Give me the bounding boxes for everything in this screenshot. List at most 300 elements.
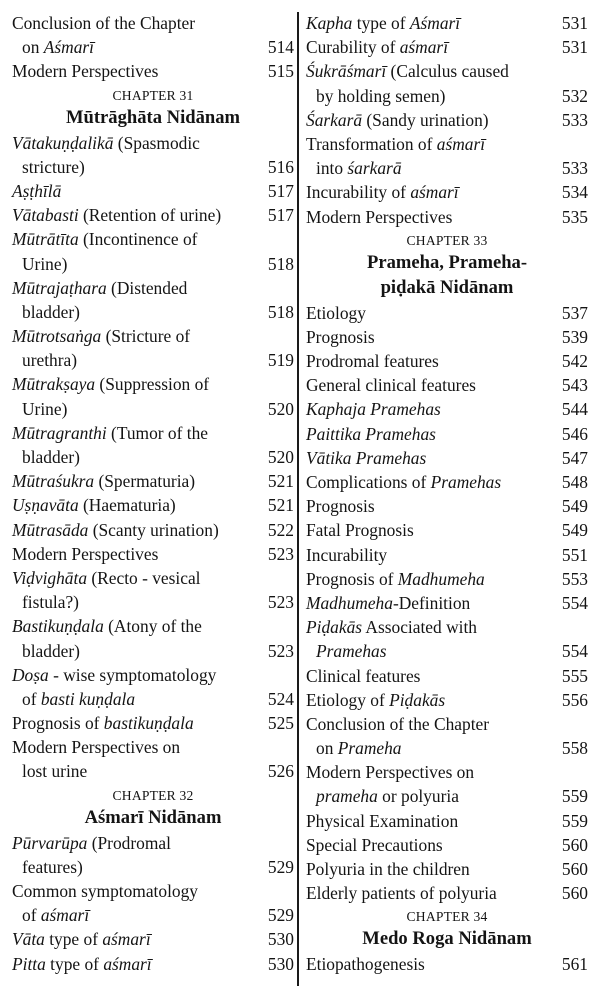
page-number: 531 [561, 37, 588, 58]
toc-entry-title [12, 421, 208, 445]
entry-text: Polyuria in the children [306, 859, 470, 879]
toc-entry-title [12, 324, 190, 348]
page-number: 533 [561, 158, 588, 179]
sanskrit-term: Madhumeha [397, 568, 485, 589]
sanskrit-term: Vātakuṇḍalikā [12, 132, 114, 153]
entry-text: Prodromal features [306, 351, 439, 372]
toc-entry [12, 59, 294, 83]
toc-entry [12, 372, 294, 396]
toc-entry-title [306, 132, 485, 156]
toc-entry-title [12, 927, 151, 951]
sanskrit-term: Piḍakās [389, 689, 446, 710]
toc-entry-title [306, 11, 460, 35]
sanskrit-term: Bastikuṇḍala [12, 616, 104, 637]
chapter-title: Medo Roga Nidānam [362, 928, 532, 950]
sanskrit-term: śarkarā [347, 158, 402, 179]
toc-entry-title [12, 952, 152, 976]
toc-entry-title [306, 373, 476, 397]
toc-entry-title [306, 591, 470, 615]
sanskrit-term: aśmarī [103, 953, 152, 974]
toc-entry-title [12, 663, 216, 687]
sanskrit-term: Paittika Pramehas [306, 423, 436, 444]
toc-entry-title [306, 446, 426, 470]
page-number: 519 [267, 350, 294, 371]
sanskrit-term: Kaphaja Pramehas [306, 399, 441, 420]
entry-text: General clinical features [306, 375, 476, 396]
toc-entry-continuation [306, 784, 588, 808]
toc-entry-continuation [12, 590, 294, 614]
toc-entry-title [22, 35, 94, 59]
page-number: 531 [561, 13, 588, 33]
toc-entry [306, 446, 588, 470]
entry-text: (Spasmodic [113, 132, 200, 153]
toc-entry-title [12, 203, 221, 227]
entry-text: Fatal Prognosis [306, 520, 414, 541]
entry-text: on [316, 738, 338, 759]
page-number: 535 [561, 206, 588, 227]
toc-entry-title [306, 180, 459, 204]
toc-entry [306, 397, 588, 421]
page-number: 529 [267, 856, 294, 877]
entry-text: bladder) [22, 447, 80, 467]
sanskrit-term: Pramehas [430, 472, 502, 492]
page-number: 523 [267, 640, 294, 661]
toc-entry [306, 833, 588, 857]
toc-entry-continuation [12, 903, 294, 927]
toc-entry [306, 952, 588, 976]
page-number: 551 [561, 544, 588, 565]
sanskrit-term: Vātika Pramehas [306, 447, 427, 468]
entry-text: (Atony of the [103, 616, 202, 637]
toc-entry-title [12, 469, 195, 493]
entry-text: Prognosis [306, 496, 375, 517]
toc-entry-title [22, 855, 83, 879]
page-number: 559 [561, 786, 588, 807]
toc-entry-title [12, 831, 171, 855]
entry-text: Urine) [22, 398, 68, 419]
entry-text: Elderly patients of polyuria [306, 883, 497, 904]
entry-text: bladder) [22, 301, 80, 322]
toc-entry [12, 324, 294, 348]
toc-entry [306, 301, 588, 325]
toc-entry-title [306, 952, 425, 976]
sanskrit-term: aśmarī [436, 133, 486, 154]
page-number: 520 [267, 398, 294, 419]
toc-entry [12, 927, 294, 951]
entry-text: lost urine [22, 761, 88, 782]
toc-entry [306, 543, 588, 567]
entry-text: Curability of [306, 37, 400, 58]
toc-entry-title [22, 155, 85, 179]
page-number: 543 [561, 375, 588, 396]
page-number: 515 [267, 61, 294, 82]
page-number: 553 [561, 568, 588, 589]
entry-text: on [22, 37, 44, 58]
sanskrit-term: bastikuṇḍala [103, 713, 194, 734]
page-number: 554 [561, 641, 588, 662]
toc-entry-title [306, 712, 489, 736]
entry-text: Common symptomatology [12, 881, 198, 901]
toc-entry [12, 663, 294, 687]
toc-entry [12, 518, 294, 542]
chapter-number: CHAPTER 31 [112, 87, 194, 103]
toc-entry-continuation [12, 348, 294, 372]
toc-entry [12, 227, 294, 251]
toc-entry-title [12, 614, 202, 638]
page-number: 530 [267, 953, 294, 974]
sanskrit-term: Pūrvarūpa [12, 832, 88, 853]
toc-entry-title [22, 445, 80, 469]
toc-entry [12, 542, 294, 566]
toc-entry [306, 881, 588, 905]
entry-text: Associated with [362, 617, 477, 638]
toc-entry-title [22, 687, 135, 711]
toc-entry-title [22, 639, 80, 663]
sanskrit-term: Uṣṇavāta [12, 495, 79, 516]
sanskrit-term: Prameha [337, 738, 402, 759]
toc-entry-title [316, 736, 402, 760]
entry-text: into [316, 158, 348, 179]
toc-entry-continuation [12, 687, 294, 711]
sanskrit-term: Aśmarī [409, 13, 461, 33]
sanskrit-term: Mūtrātīta [12, 229, 79, 250]
toc-entry-title [22, 759, 87, 783]
page-number: 561 [561, 954, 588, 975]
toc-entry-title [306, 470, 501, 494]
page-number: 520 [267, 447, 294, 467]
sanskrit-term: prameha [316, 786, 378, 807]
entry-text: type of [44, 929, 103, 950]
toc-entry-title [12, 11, 195, 35]
toc-entry [306, 132, 588, 156]
toc-entry [306, 422, 588, 446]
toc-entry-title [22, 590, 79, 614]
toc-entry [306, 664, 588, 688]
entry-text: Complications of [306, 472, 431, 492]
entry-text: (Calculus caused [386, 61, 509, 82]
sanskrit-term: Pitta [12, 953, 46, 974]
toc-entry [306, 108, 588, 132]
toc-entry [12, 566, 294, 590]
sanskrit-term: Śarkarā [306, 109, 363, 130]
sanskrit-term: Mūtraśukra [12, 471, 95, 492]
entry-text: stricture) [22, 156, 85, 177]
entry-text: (Scanty urination) [88, 519, 219, 540]
chapter-title: Prameha, Prameha- [366, 251, 528, 273]
toc-entry [306, 591, 588, 615]
entry-text: Special Precautions [306, 834, 443, 855]
page-number: 523 [267, 592, 294, 613]
sanskrit-term: Vāta [12, 929, 45, 950]
toc-entry [306, 35, 588, 59]
entry-text: (Incontinence of [78, 229, 198, 250]
toc-entry [306, 567, 588, 591]
toc-entry-title [22, 300, 80, 324]
sanskrit-term: Pramehas [316, 641, 387, 662]
toc-entry-title [316, 784, 459, 808]
page-number: 524 [267, 688, 294, 709]
toc-entry [306, 325, 588, 349]
toc-entry-title [306, 301, 366, 325]
sanskrit-term: aśmarī [410, 182, 459, 203]
toc-entry [12, 11, 294, 35]
page-number: 517 [267, 180, 294, 201]
toc-entry [306, 470, 588, 494]
page-number: 530 [267, 929, 294, 950]
toc-entry [306, 205, 588, 229]
toc-entry-continuation [12, 300, 294, 324]
toc-entry-title [22, 348, 77, 372]
toc-entry-continuation [306, 639, 588, 663]
sanskrit-term: Aṣṭhīlā [12, 180, 62, 201]
toc-entry-title [12, 493, 176, 517]
toc-entry-title [306, 349, 439, 373]
page-number: 521 [267, 495, 294, 516]
toc-entry [12, 831, 294, 855]
sanskrit-term: Mūtrakṣaya [12, 374, 96, 395]
entry-text: Modern Perspectives [306, 206, 453, 227]
sanskrit-term: Kapha [306, 13, 353, 33]
page-number: 547 [561, 447, 588, 468]
page-number: 532 [561, 85, 588, 106]
toc-entry-title [306, 881, 497, 905]
toc-entry [12, 614, 294, 638]
page-number: 539 [561, 326, 588, 347]
entry-text: (Prodromal [87, 832, 171, 853]
toc-entry-title [306, 567, 485, 591]
page-number: 525 [267, 713, 294, 734]
toc-entry-title [12, 59, 158, 83]
sanskrit-term: Madhumeha [306, 592, 393, 613]
entry-text: Etiopathogenesis [306, 954, 425, 975]
page-number: 555 [561, 665, 588, 686]
page-number: 542 [561, 351, 588, 372]
toc-entry [12, 493, 294, 517]
toc-entry-title [306, 543, 387, 567]
toc-entry [306, 712, 588, 736]
entry-text: (Sandy urination) [362, 109, 489, 130]
page-number: 560 [561, 859, 588, 879]
toc-entry-title [12, 518, 219, 542]
entry-text: (Stricture of [101, 326, 191, 347]
entry-text: Etiology [306, 302, 366, 323]
toc-column-left [12, 11, 294, 976]
entry-text: of [22, 905, 41, 926]
toc-entry-title [12, 179, 61, 203]
entry-text: Urine) [22, 253, 68, 274]
entry-text: Prognosis [306, 326, 375, 347]
entry-text: (Suppression of [95, 374, 210, 395]
toc-entry-title [22, 903, 89, 927]
entry-text: Prognosis of [12, 713, 104, 734]
toc-entry-title [306, 688, 445, 712]
entry-text: (Distended [106, 277, 188, 298]
entry-text: Modern Perspectives [12, 61, 159, 82]
sanskrit-term: Aśmarī [43, 37, 94, 58]
page-number: 548 [561, 472, 588, 492]
page-number: 522 [267, 519, 294, 540]
toc-entry-title [12, 372, 209, 396]
toc-entry [12, 735, 294, 759]
entry-text: (Retention of urine) [78, 205, 222, 226]
sanskrit-term: Śukrāśmarī [306, 61, 387, 82]
toc-entry-title [306, 615, 477, 639]
sanskrit-term: Mūtrajaṭhara [12, 277, 107, 298]
entry-text: Conclusion of the Chapter [12, 13, 196, 33]
column-divider [297, 12, 299, 986]
toc-entry [306, 373, 588, 397]
sanskrit-term: Viḍvighāta [12, 567, 88, 588]
toc-entry [12, 711, 294, 735]
page-number: 559 [561, 810, 588, 831]
toc-entry-title [306, 35, 448, 59]
page-number: 526 [267, 761, 294, 782]
page-number: 523 [267, 543, 294, 564]
entry-text: type of [45, 953, 104, 974]
toc-entry-title [12, 566, 201, 590]
toc-entry-title [22, 397, 67, 421]
toc-entry-continuation [12, 155, 294, 179]
entry-text: Physical Examination [306, 810, 459, 831]
toc-entry [306, 809, 588, 833]
toc-entry-title [306, 857, 470, 881]
entry-text: bladder) [22, 640, 80, 661]
toc-entry-title [306, 833, 443, 857]
toc-entry [12, 179, 294, 203]
toc-entry-continuation [12, 397, 294, 421]
page-number: 558 [561, 738, 588, 759]
toc-entry-title [12, 735, 180, 759]
toc-entry-title [12, 711, 194, 735]
toc-entry [306, 688, 588, 712]
entry-text: -Definition [392, 592, 471, 613]
toc-entry-title [306, 809, 458, 833]
toc-entry-title [316, 639, 387, 663]
toc-entry [306, 760, 588, 784]
toc-entry-title [316, 156, 402, 180]
chapter-number: CHAPTER 32 [112, 787, 194, 803]
entry-text: Incurability of [306, 182, 411, 203]
toc-entry [306, 518, 588, 542]
toc-entry-title [12, 227, 197, 251]
page-number: 560 [561, 834, 588, 855]
sanskrit-term: Mūtrotsaṅga [12, 326, 102, 347]
toc-entry [12, 276, 294, 300]
sanskrit-term: aśmarī [102, 929, 151, 950]
toc-entry-title [306, 59, 509, 83]
toc-entry [12, 131, 294, 155]
toc-entry-continuation [306, 156, 588, 180]
toc-entry-continuation [12, 252, 294, 276]
chapter-title: Mūtrāghāta Nidānam [65, 106, 241, 128]
toc-entry-continuation [12, 639, 294, 663]
page-number: 549 [561, 496, 588, 517]
sanskrit-term: Doṣa [12, 664, 49, 685]
page-number: 533 [561, 109, 588, 130]
toc-entry [306, 615, 588, 639]
page-number: 529 [267, 905, 294, 926]
toc-entry [12, 421, 294, 445]
toc-entry-continuation [306, 84, 588, 108]
toc-entry [12, 203, 294, 227]
page-number: 517 [267, 205, 294, 226]
toc-entry-continuation [12, 855, 294, 879]
sanskrit-term: basti kuṇḍala [40, 688, 136, 709]
page-number: 534 [561, 182, 588, 203]
toc-entry-title [306, 325, 375, 349]
sanskrit-term: Vātabasti [12, 205, 79, 226]
toc-entry [12, 952, 294, 976]
chapter-title: Aśmarī Nidānam [84, 806, 222, 828]
toc-entry-continuation [306, 736, 588, 760]
toc-entry-continuation [12, 759, 294, 783]
chapter-title: piḍakā Nidānam [380, 276, 514, 298]
entry-text: of [22, 688, 41, 709]
entry-text: by holding semen) [316, 85, 446, 106]
entry-text: Conclusion of the Chapter [306, 713, 490, 734]
toc-entry-continuation [12, 445, 294, 469]
toc-entry-title [22, 252, 67, 276]
page-number: 537 [561, 302, 588, 323]
toc-entry-title [306, 518, 414, 542]
entry-text: Prognosis of [306, 568, 398, 589]
entry-text: Modern Perspectives on [306, 762, 475, 783]
entry-text: (Spermaturia) [94, 471, 196, 492]
entry-text: Etiology of [306, 689, 390, 710]
page-number: 514 [267, 37, 294, 58]
sanskrit-term: aśmarī [40, 905, 90, 926]
toc-entry-title [12, 276, 187, 300]
entry-text: - wise symptomatology [48, 664, 217, 685]
page-number: 516 [267, 156, 294, 177]
entry-text: fistula?) [22, 592, 79, 613]
entry-text: Transformation of [306, 133, 437, 154]
sanskrit-term: Mūtrasāda [12, 519, 89, 540]
toc-entry-title [306, 422, 436, 446]
page-number: 546 [561, 423, 588, 444]
toc-entry-title [306, 397, 441, 421]
page-number: 554 [561, 592, 588, 613]
toc-entry-title [306, 205, 452, 229]
toc-entry-continuation [12, 35, 294, 59]
toc-entry [306, 349, 588, 373]
page-number: 518 [267, 301, 294, 322]
page-number: 560 [561, 883, 588, 904]
entry-text: urethra) [22, 350, 78, 371]
toc-entry [306, 857, 588, 881]
entry-text: features) [22, 856, 83, 877]
page-number: 521 [267, 471, 294, 492]
page-number: 544 [561, 399, 588, 420]
toc-entry-title [306, 108, 489, 132]
page-number: 518 [267, 253, 294, 274]
toc-entry-title [12, 131, 200, 155]
toc-entry [12, 879, 294, 903]
chapter-number: CHAPTER 33 [406, 232, 488, 248]
toc-entry-title [12, 879, 198, 903]
page-number: 549 [561, 520, 588, 541]
entry-text: type of [352, 13, 410, 33]
toc-entry-title [316, 84, 445, 108]
toc-column-right [306, 11, 588, 977]
page-number: 556 [561, 689, 588, 710]
chapter-number: CHAPTER 34 [406, 909, 488, 925]
entry-text: Clinical features [306, 665, 421, 686]
entry-text: or polyuria [377, 786, 459, 807]
entry-text: (Tumor of the [106, 422, 208, 443]
toc-entry [306, 11, 588, 35]
sanskrit-term: Mūtragranthi [12, 422, 107, 443]
